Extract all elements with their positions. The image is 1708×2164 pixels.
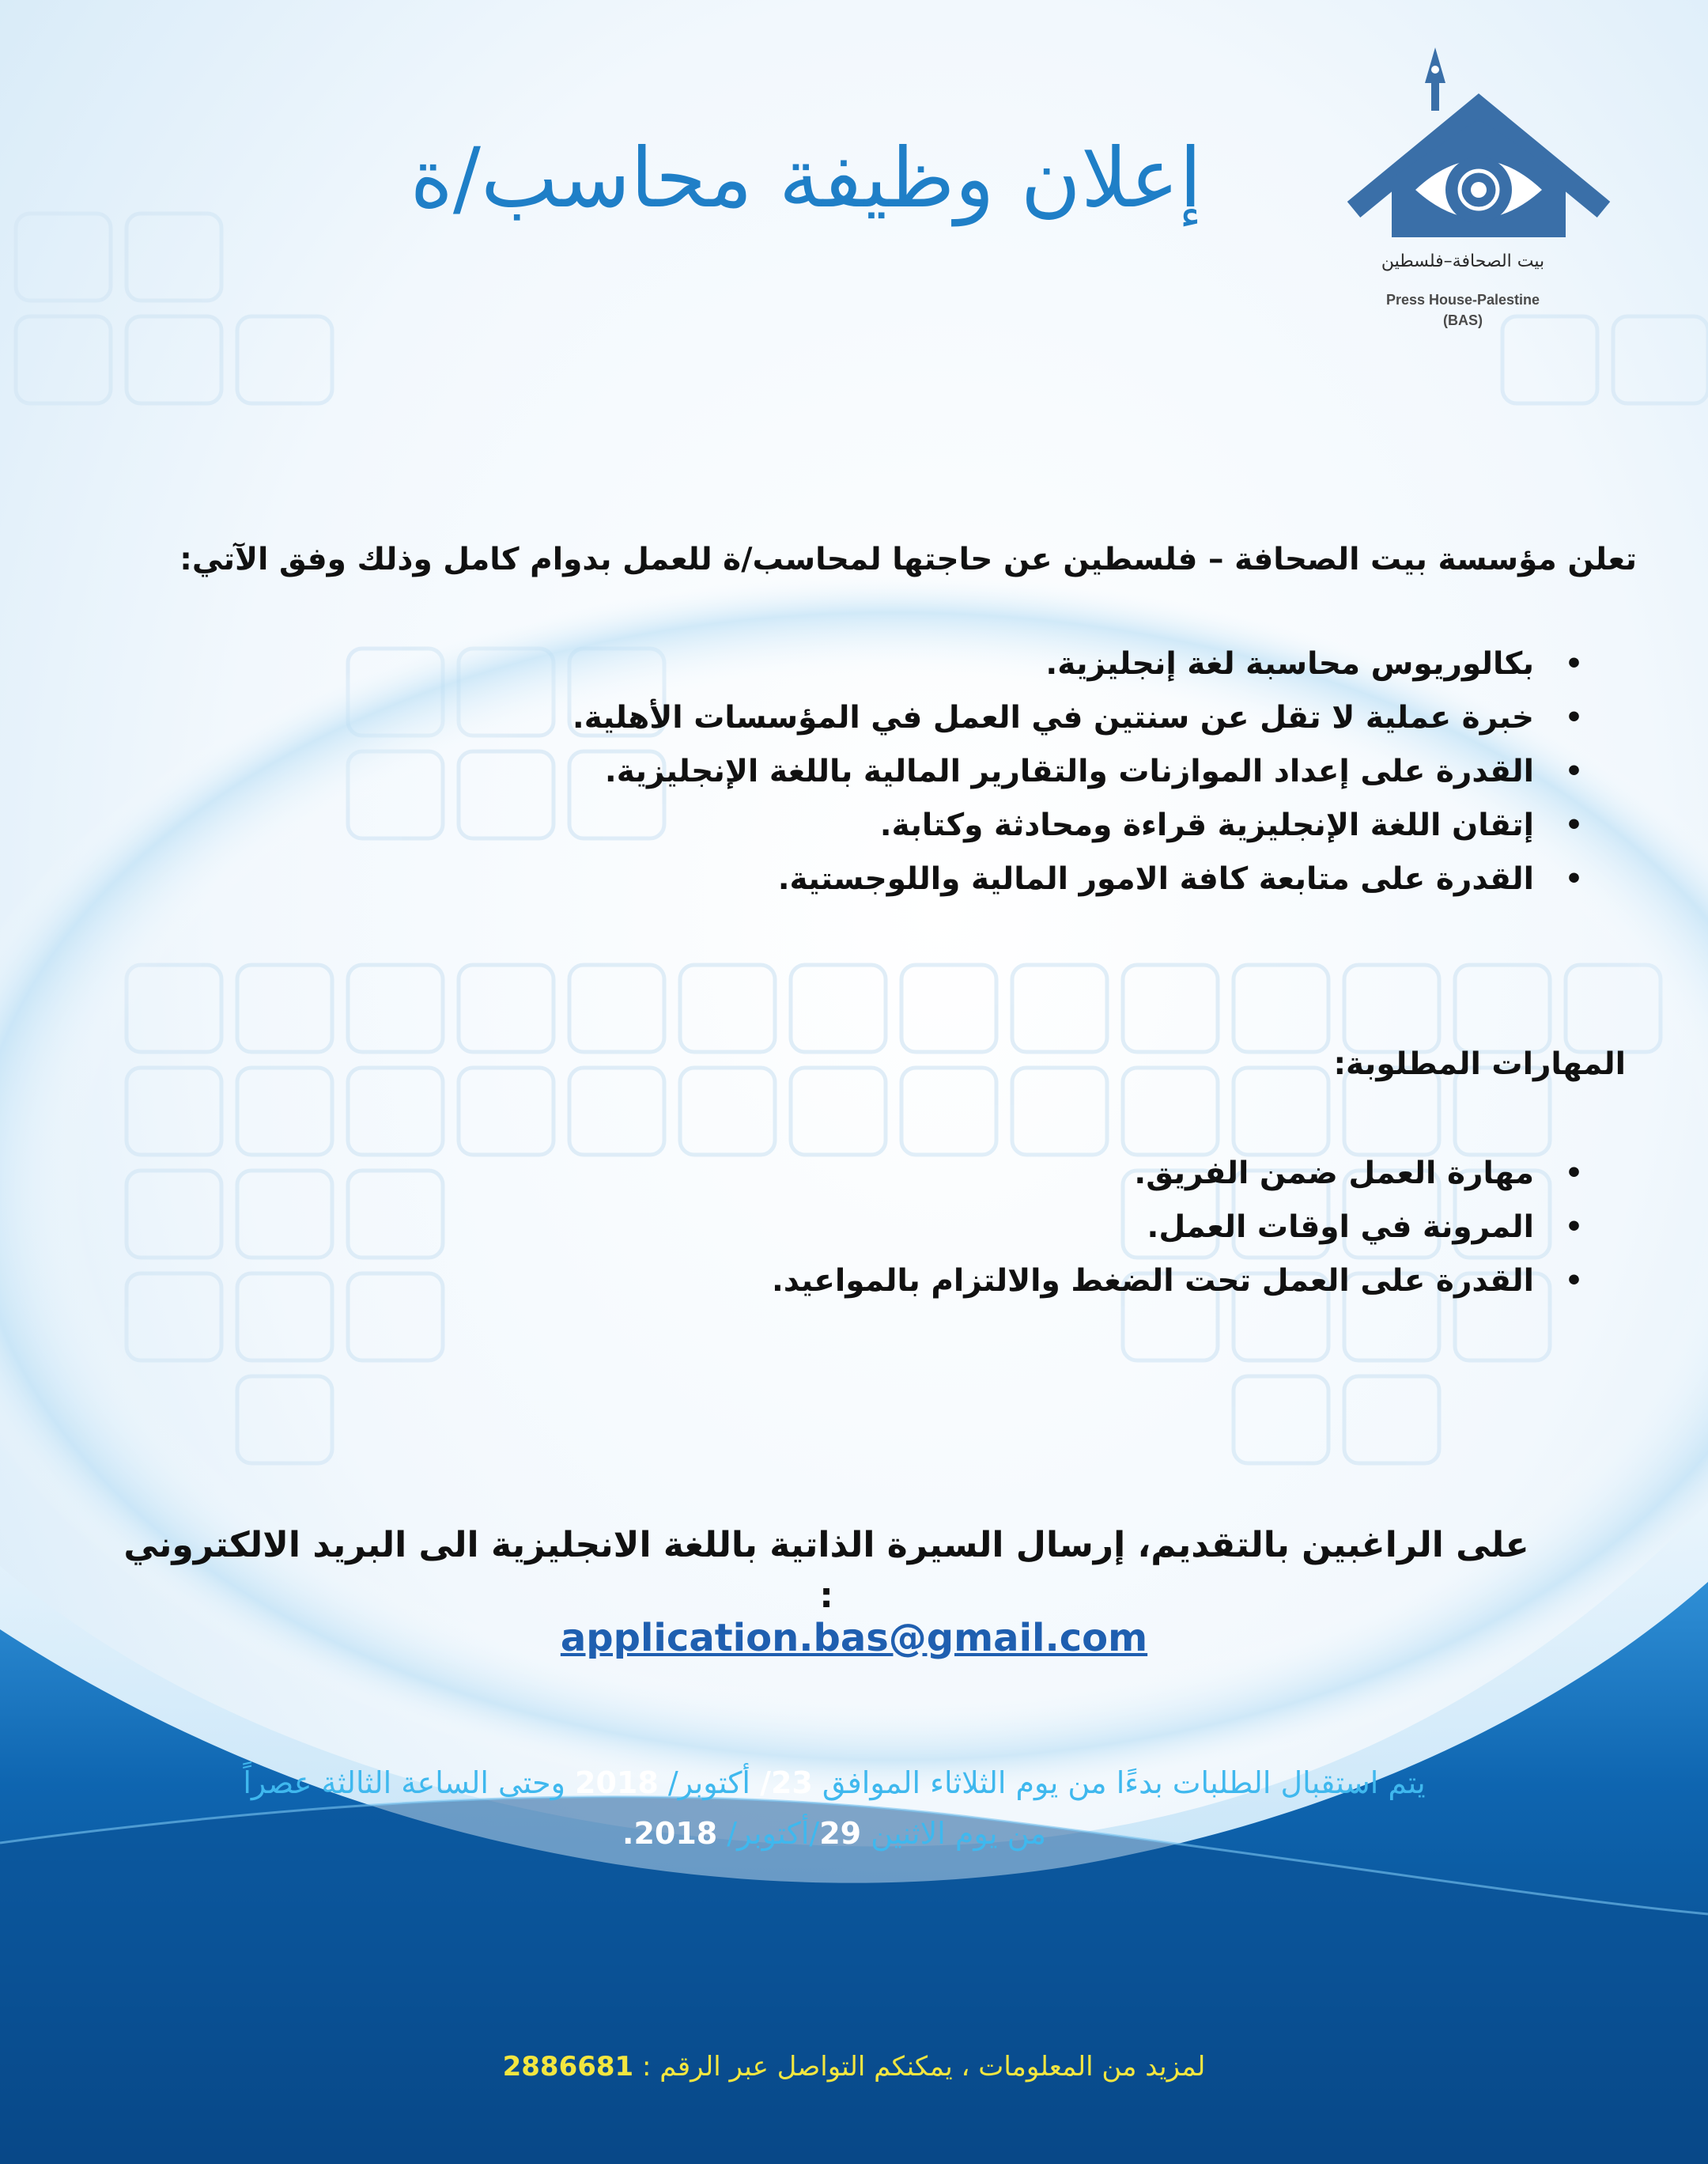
logo-name-ar: بيت الصحافة–فلسطين [1381, 252, 1545, 271]
deadline-part: من يوم الاثنين [861, 1816, 1046, 1851]
press-house-logo [1344, 40, 1613, 340]
logo-abbr: (BAS) [1443, 312, 1483, 328]
deadline-line-2 [63, 1808, 1605, 1859]
skills-list [237, 1147, 1589, 1308]
requirements-list [237, 637, 1589, 906]
phone-number: 2886681 [502, 2051, 634, 2083]
list-item: • القدرة على متابعة كافة الامور المالية واللوجستية. [237, 853, 1589, 906]
deadline-date-year: 2018 [575, 1765, 659, 1800]
skills-heading: المهارات المطلوبة: [1333, 1046, 1626, 1082]
deadline-part: أكتوبر/ [658, 1765, 761, 1800]
deadline-end-day: 29 [819, 1816, 862, 1851]
deadline-end-year: 2018. [622, 1816, 718, 1851]
list-item: • إتقان اللغة الإنجليزية قراءة ومحادثة وكتابة. [237, 799, 1589, 853]
house-pen-eye-logo-icon [1344, 40, 1613, 253]
list-item: • خبرة عملية لا تقل عن سنتين في العمل في المؤسسات الأهلية. [237, 691, 1589, 745]
logo-name-en [1344, 289, 1581, 331]
list-item: • القدرة على العمل تحت الضغط والالتزام بالمواعيد. [237, 1254, 1589, 1308]
list-item: • القدرة على إعداد الموازنات والتقارير المالية باللغة الإنجليزية. [237, 745, 1589, 799]
deadline-part: يتم استقبال الطلبات بدءًا من يوم الثلاثاء الموافق [812, 1765, 1426, 1800]
list-item: • المرونة في اوقات العمل. [237, 1201, 1589, 1254]
deadline-part: /أكتوبر/ [717, 1816, 820, 1851]
logo-name-en-text: Press House-Palestine [1385, 292, 1540, 308]
email-link[interactable]: application.bas@gmail.com [560, 1616, 1148, 1660]
apply-instructions: على الراغبين بالتقديم، إرسال السيرة الذاتية باللغة الانجليزية الى البريد الالكتروني : [123, 1525, 1529, 1616]
list-item: • بكالوريوس محاسبة لغة إنجليزية. [237, 637, 1589, 691]
deadline-text [63, 1757, 1605, 1859]
deadline-date-day: 23/ [760, 1765, 813, 1800]
deadline-line-1 [63, 1757, 1605, 1808]
page-title: إعلان وظيفة محاسب/ة [410, 130, 1202, 226]
contact-text: لمزيد من المعلومات ، يمكنكم التواصل عبر الرقم : [633, 2051, 1206, 2083]
deadline-part: وحتى الساعة الثالثة عصراً [243, 1765, 576, 1800]
intro-paragraph: تعلن مؤسسة بيت الصحافة – فلسطين عن حاجتها لمحاسب/ة للعمل بدوام كامل وذلك وفق الآتي: [179, 542, 1637, 577]
list-item: • مهارة العمل ضمن الفريق. [237, 1147, 1589, 1201]
contact-line [237, 2047, 1471, 2086]
